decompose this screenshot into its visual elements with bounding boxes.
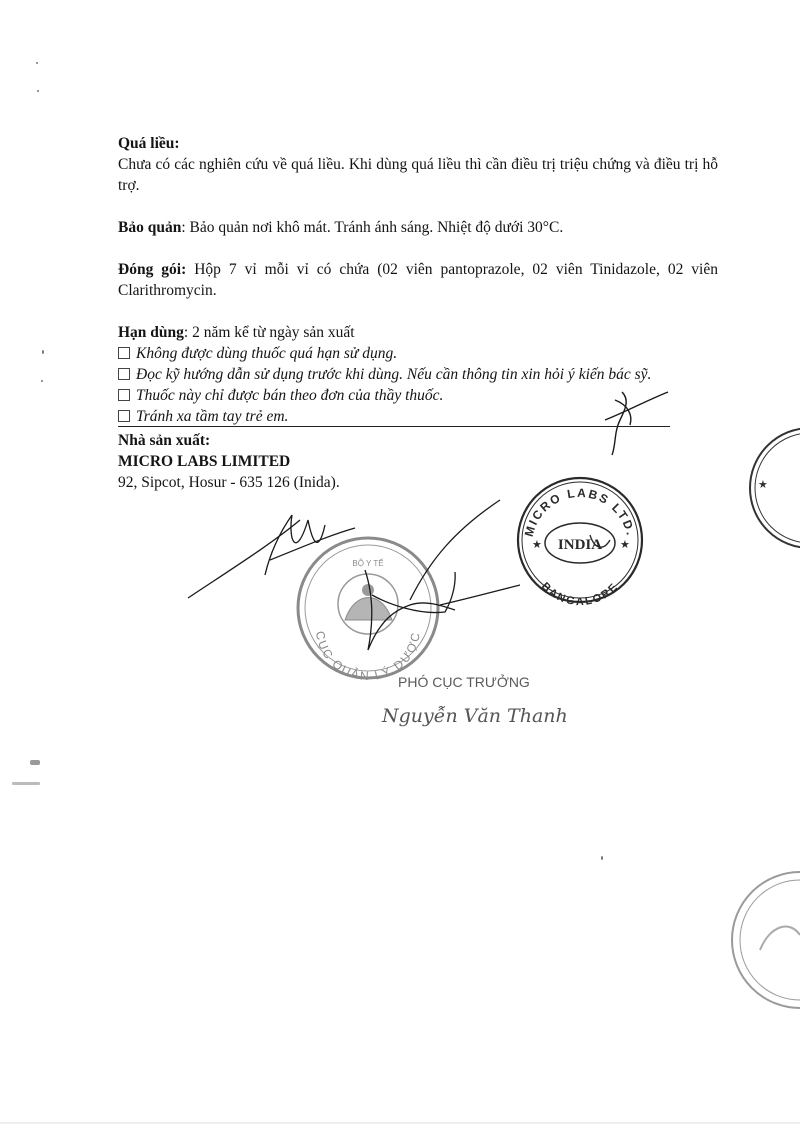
checkbox-icon bbox=[118, 389, 130, 401]
manufacturer-heading: Nhà sản xuất: bbox=[118, 432, 211, 449]
shelf-life-text: : 2 năm kể từ ngày sản xuất bbox=[183, 324, 355, 341]
packaging-section bbox=[118, 259, 718, 301]
scan-speck bbox=[36, 62, 38, 64]
warning-item: Không được dùng thuốc quá hạn sử dụng. bbox=[118, 343, 718, 364]
manufacturer-name: MICRO LABS LIMITED bbox=[118, 453, 291, 470]
company-stamp-bottom-text: BANGALORE bbox=[538, 580, 622, 609]
scan-speck bbox=[37, 90, 39, 92]
scan-speck bbox=[12, 782, 40, 785]
checkbox-icon bbox=[118, 410, 130, 422]
packaging-label: Đóng gói: bbox=[118, 261, 187, 278]
shelf-life-label: Hạn dùng bbox=[118, 324, 184, 341]
storage-text: : Bảo quản nơi khô mát. Tránh ánh sáng. Nhiệt độ dưới 30°C. bbox=[181, 219, 564, 236]
seal-ring-text: CỤC QUẢN LÝ DƯỢC bbox=[312, 629, 424, 684]
scan-speck bbox=[601, 856, 603, 860]
checkbox-icon bbox=[118, 368, 130, 380]
checkbox-icon bbox=[118, 347, 130, 359]
star-icon: ★ bbox=[532, 539, 542, 551]
scan-speck bbox=[30, 760, 40, 765]
official-signature bbox=[188, 500, 520, 650]
scan-speck bbox=[41, 380, 43, 382]
overdose-text: Chưa có các nghiên cứu về quá liều. Khi dùng quá liều thì cần điều trị triệu chứng và điều trị hỗ trợ. bbox=[118, 156, 718, 194]
divider-line bbox=[118, 426, 670, 427]
shelf-life-section bbox=[118, 322, 718, 427]
partial-seal-edge bbox=[732, 872, 800, 1008]
scan-speck bbox=[42, 350, 44, 354]
warning-item: Thuốc này chỉ được bán theo đơn của thầy thuốc. bbox=[118, 385, 718, 406]
star-icon: ★ bbox=[620, 539, 630, 551]
official-seal bbox=[298, 538, 438, 683]
seal-top-text: BỘ Y TẾ bbox=[352, 559, 384, 568]
page-bottom-edge bbox=[0, 1122, 800, 1124]
product-info-text bbox=[118, 133, 718, 448]
company-stamp bbox=[518, 478, 642, 608]
packaging-text: Hộp 7 vỉ mỗi vỉ có chứa (02 viên pantoprazole, 02 viên Tinidazole, 02 viên Clarithromycin. bbox=[118, 261, 718, 299]
manufacturer-block bbox=[118, 430, 340, 493]
storage-label: Bảo quản bbox=[118, 219, 182, 236]
overdose-section bbox=[118, 133, 718, 196]
star-icon: ★ bbox=[758, 479, 768, 491]
storage-section bbox=[118, 217, 718, 238]
official-title: PHÓ CỤC TRƯỞNG bbox=[398, 674, 530, 690]
manufacturer-address: 92, Sipcot, Hosur - 635 126 (Inida). bbox=[118, 474, 340, 491]
overdose-heading: Quá liều: bbox=[118, 135, 180, 152]
warning-item: Tránh xa tầm tay trẻ em. bbox=[118, 406, 718, 427]
company-stamp-top-text: MICRO LABS LTD. bbox=[521, 485, 639, 539]
partial-stamp-edge bbox=[750, 428, 800, 548]
company-stamp-center: INDIA bbox=[557, 537, 603, 553]
official-name: Nguyễn Văn Thanh bbox=[382, 705, 568, 727]
warning-item: Đọc kỹ hướng dẫn sử dụng trước khi dùng. Nếu cần thông tin xin hỏi ý kiến bác sỹ. bbox=[118, 364, 718, 385]
